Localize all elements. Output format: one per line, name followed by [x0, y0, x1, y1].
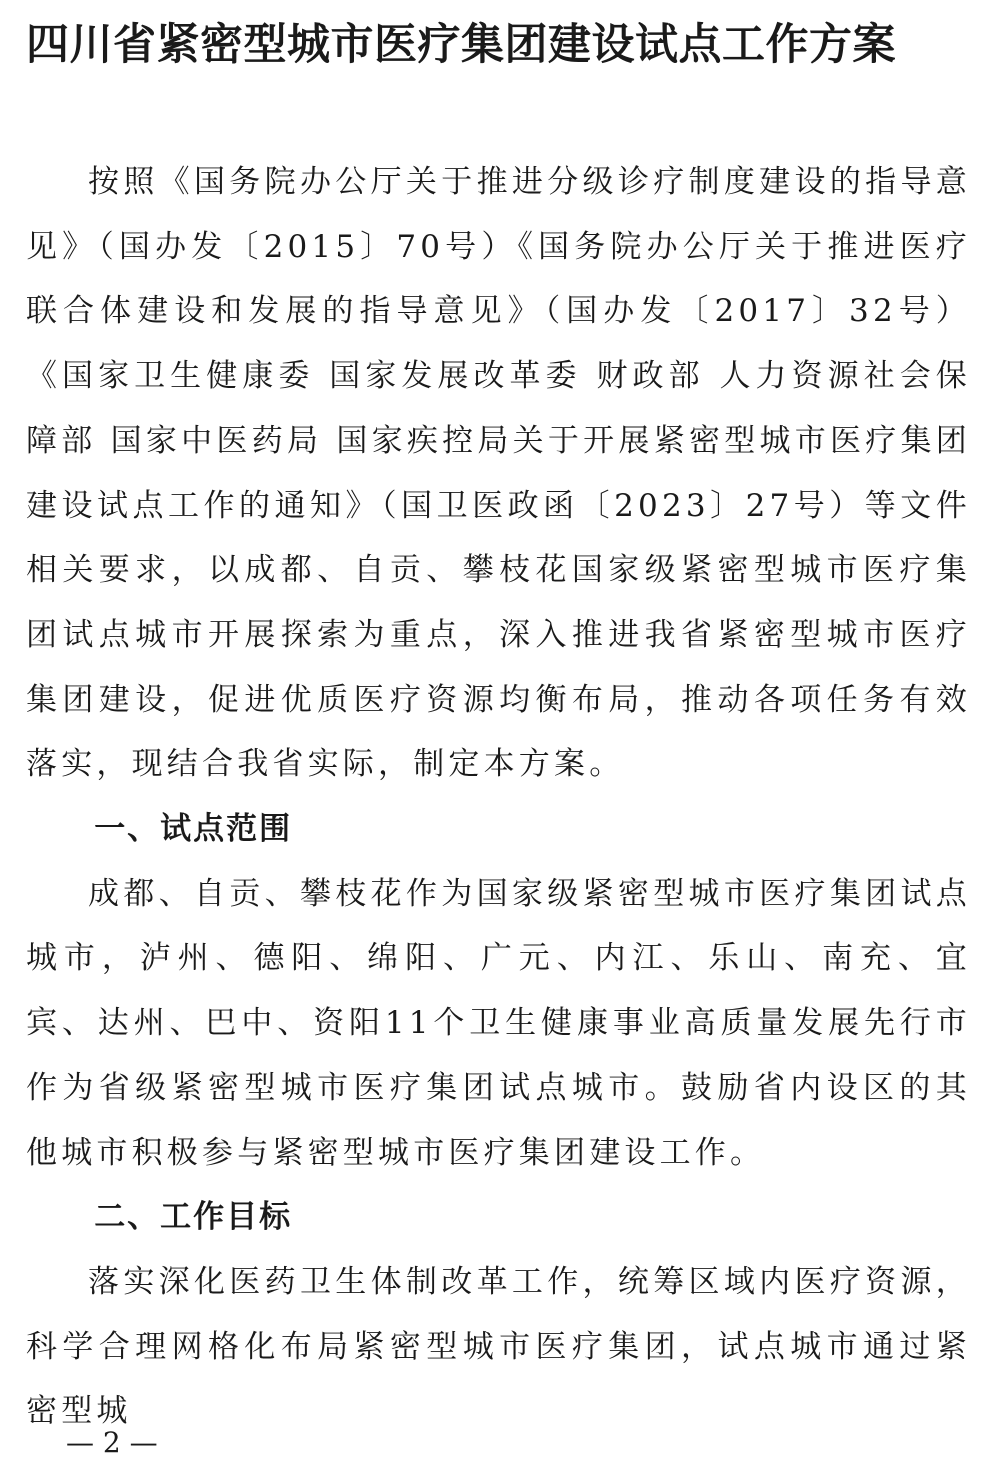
page-number: — 2 —: [66, 1426, 158, 1459]
document-title: 四川省紧密型城市医疗集团建设试点工作方案: [26, 20, 896, 70]
section-paragraph-scope: 成都、自贡、攀枝花作为国家级紧密型城市医疗集团试点城市，泸州、德阳、绵阳、广元、内江、乐山、南充、宜宾、达州、巴中、资阳11个卫生健康事业高质量发展先行市作为省级紧密型城市医疗集团试点城市。鼓励省内设区的其他城市积极参与紧密型城市医疗集团建设工作。: [26, 875, 971, 1171]
intro-paragraph: 按照《国务院办公厅关于推进分级诊疗制度建设的指导意见》（国办发〔2015〕70号）《国务院办公厅关于推进医疗联合体建设和发展的指导意见》（国办发〔2017〕32号）《国家卫生健康委 国家发展改革委 财政部 人力资源社会保障部 国家中医药局 国家疾控局关于开展紧密型城市医疗集团建设试点工作的通知》（国卫医政函〔2023〕27号）等文件相关要求，以成都、自贡、攀枝花国家级紧密型城市医疗集团试点城市开展探索为重点，深入推进我省紧密型城市医疗集团建设，促进优质医疗资源均衡布局，推动各项任务有效落实，现结合我省实际，制定本方案。: [26, 164, 971, 783]
document-body: [26, 150, 971, 1444]
section-paragraph-goals: 落实深化医药卫生体制改革工作，统筹区域内医疗资源，科学合理网格化布局紧密型城市医疗集团，试点城市通过紧密型城: [26, 1263, 971, 1430]
section-heading-goals: 二、工作目标: [94, 1199, 293, 1236]
section-heading-scope: 一、试点范围: [94, 811, 293, 848]
